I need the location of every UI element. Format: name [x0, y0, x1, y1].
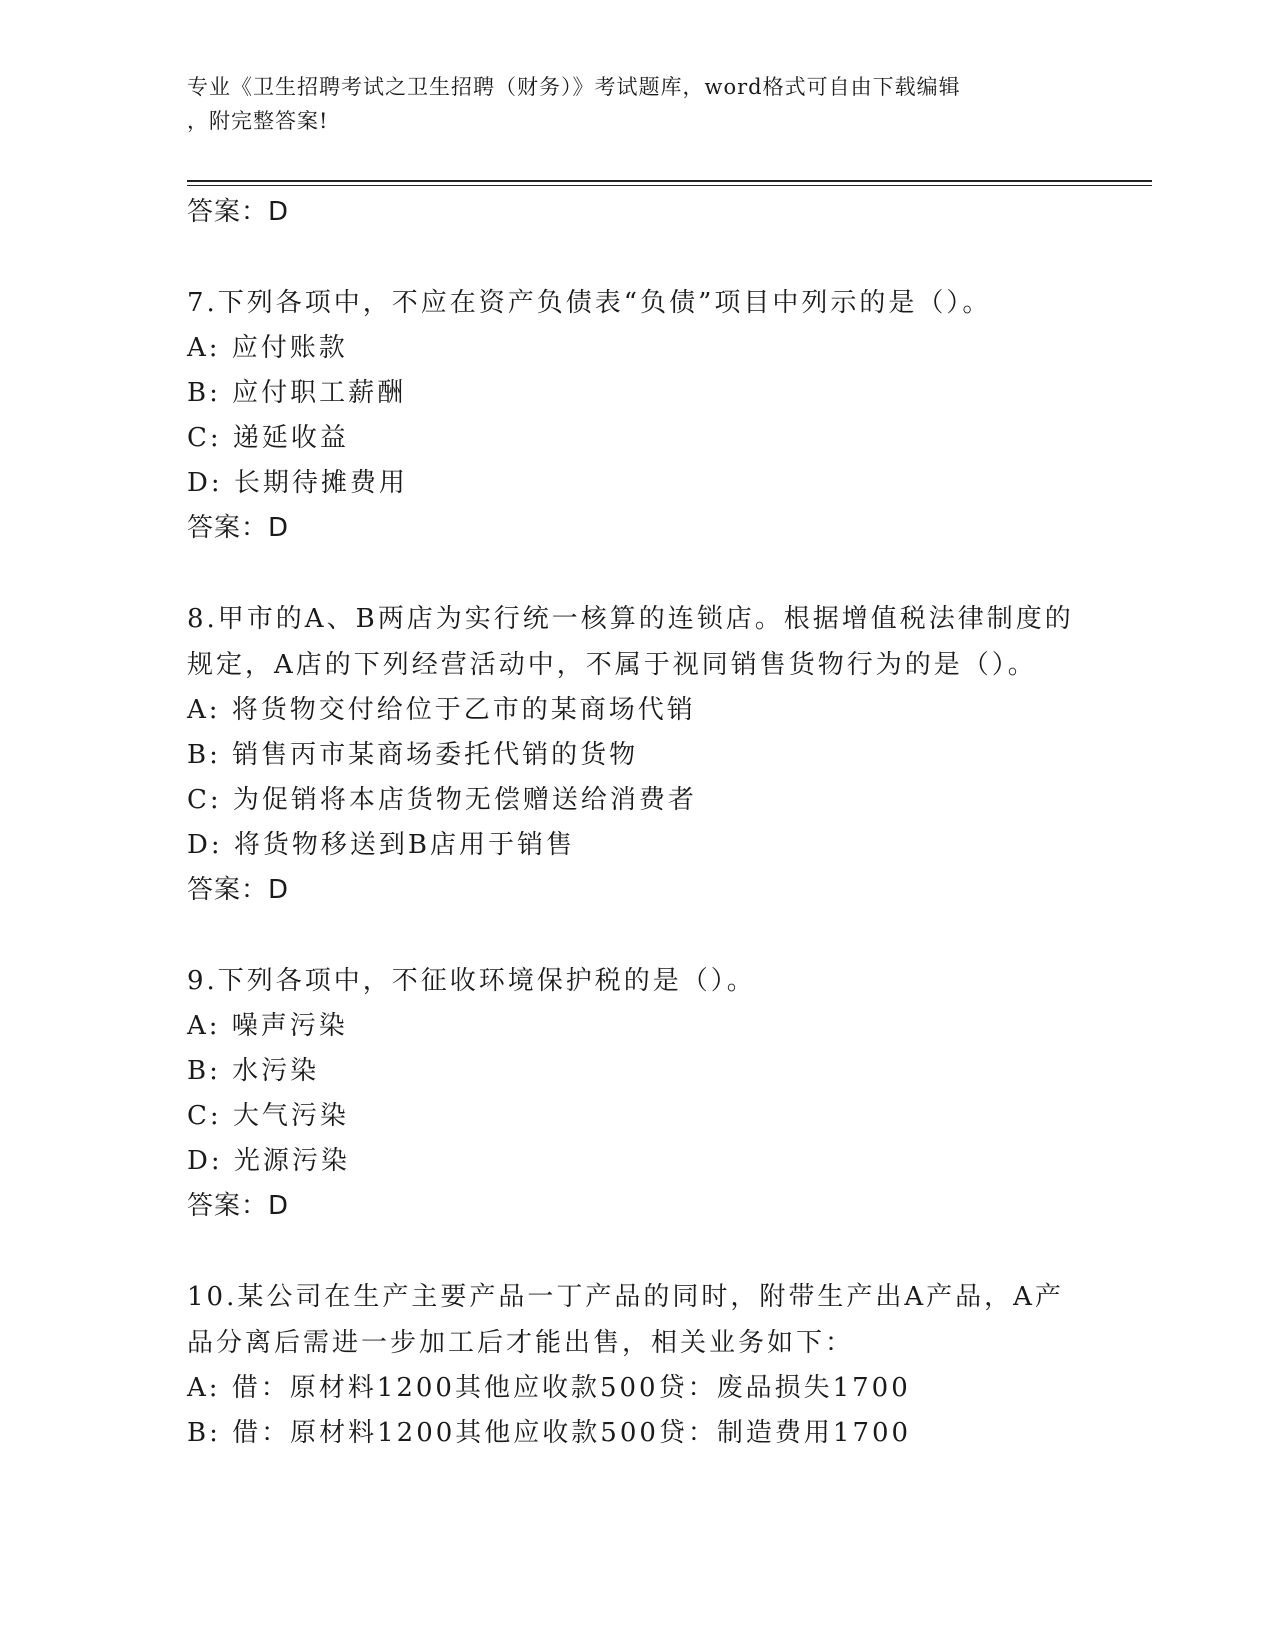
answer-line: 答案：D [187, 513, 290, 543]
header-line-1: 专业《卫生招聘考试之卫生招聘（财务）》考试题库，word格式可自由下载编辑 [187, 75, 961, 99]
header-divider-thick [187, 180, 1152, 182]
option-c: C: 递延收益 [187, 423, 349, 453]
header-divider-thin [187, 185, 1152, 186]
option-c: C: 大气污染 [187, 1101, 349, 1131]
option-b: B: 应付职工薪酬 [187, 378, 407, 408]
option-b: B: 借：原材料1200其他应收款500贷：制造费用1700 [187, 1418, 912, 1448]
option-d: D: 将货物移送到B店用于销售 [187, 830, 575, 860]
option-b: B: 水污染 [187, 1056, 320, 1086]
question-text: 10.某公司在生产主要产品一丁产品的同时，附带生产出A产品，A产 [187, 1282, 1064, 1312]
question-block-8 [187, 596, 1087, 912]
question-block-7 [187, 280, 1087, 550]
option-a: A: 将货物交付给位于乙市的某商场代销 [187, 695, 696, 725]
question-text: 8.甲市的A、B两店为实行统一核算的连锁店。根据增值税法律制度的 [187, 604, 1074, 634]
answer-line: 答案：D [187, 197, 290, 227]
answer-line: 答案：D [187, 1191, 290, 1221]
option-a: A: 噪声污染 [187, 1011, 348, 1041]
page-header [187, 70, 1067, 138]
document-body [187, 190, 1087, 1456]
option-a: A: 应付账款 [187, 333, 348, 363]
option-d: D: 长期待摊费用 [187, 468, 408, 498]
question-block-9 [187, 958, 1087, 1228]
header-line-2: ，附完整答案! [187, 109, 329, 133]
option-a: A: 借：原材料1200其他应收款500贷：废品损失1700 [187, 1373, 911, 1403]
option-b: B: 销售丙市某商场委托代销的货物 [187, 740, 639, 770]
question-text-cont: 规定，A店的下列经营活动中，不属于视同销售货物行为的是（）。 [187, 650, 1037, 680]
question-text: 9.下列各项中，不征收环境保护税的是（）。 [187, 966, 756, 996]
question-text-cont: 品分离后需进一步加工后才能出售，相关业务如下： [187, 1328, 855, 1358]
option-c: C: 为促销将本店货物无偿赠送给消费者 [187, 785, 697, 815]
question-text: 7.下列各项中，不应在资产负债表“负债”项目中列示的是（）。 [187, 288, 992, 318]
answer-line: 答案：D [187, 875, 290, 905]
question-block-10 [187, 1274, 1087, 1456]
option-d: D: 光源污染 [187, 1146, 350, 1176]
